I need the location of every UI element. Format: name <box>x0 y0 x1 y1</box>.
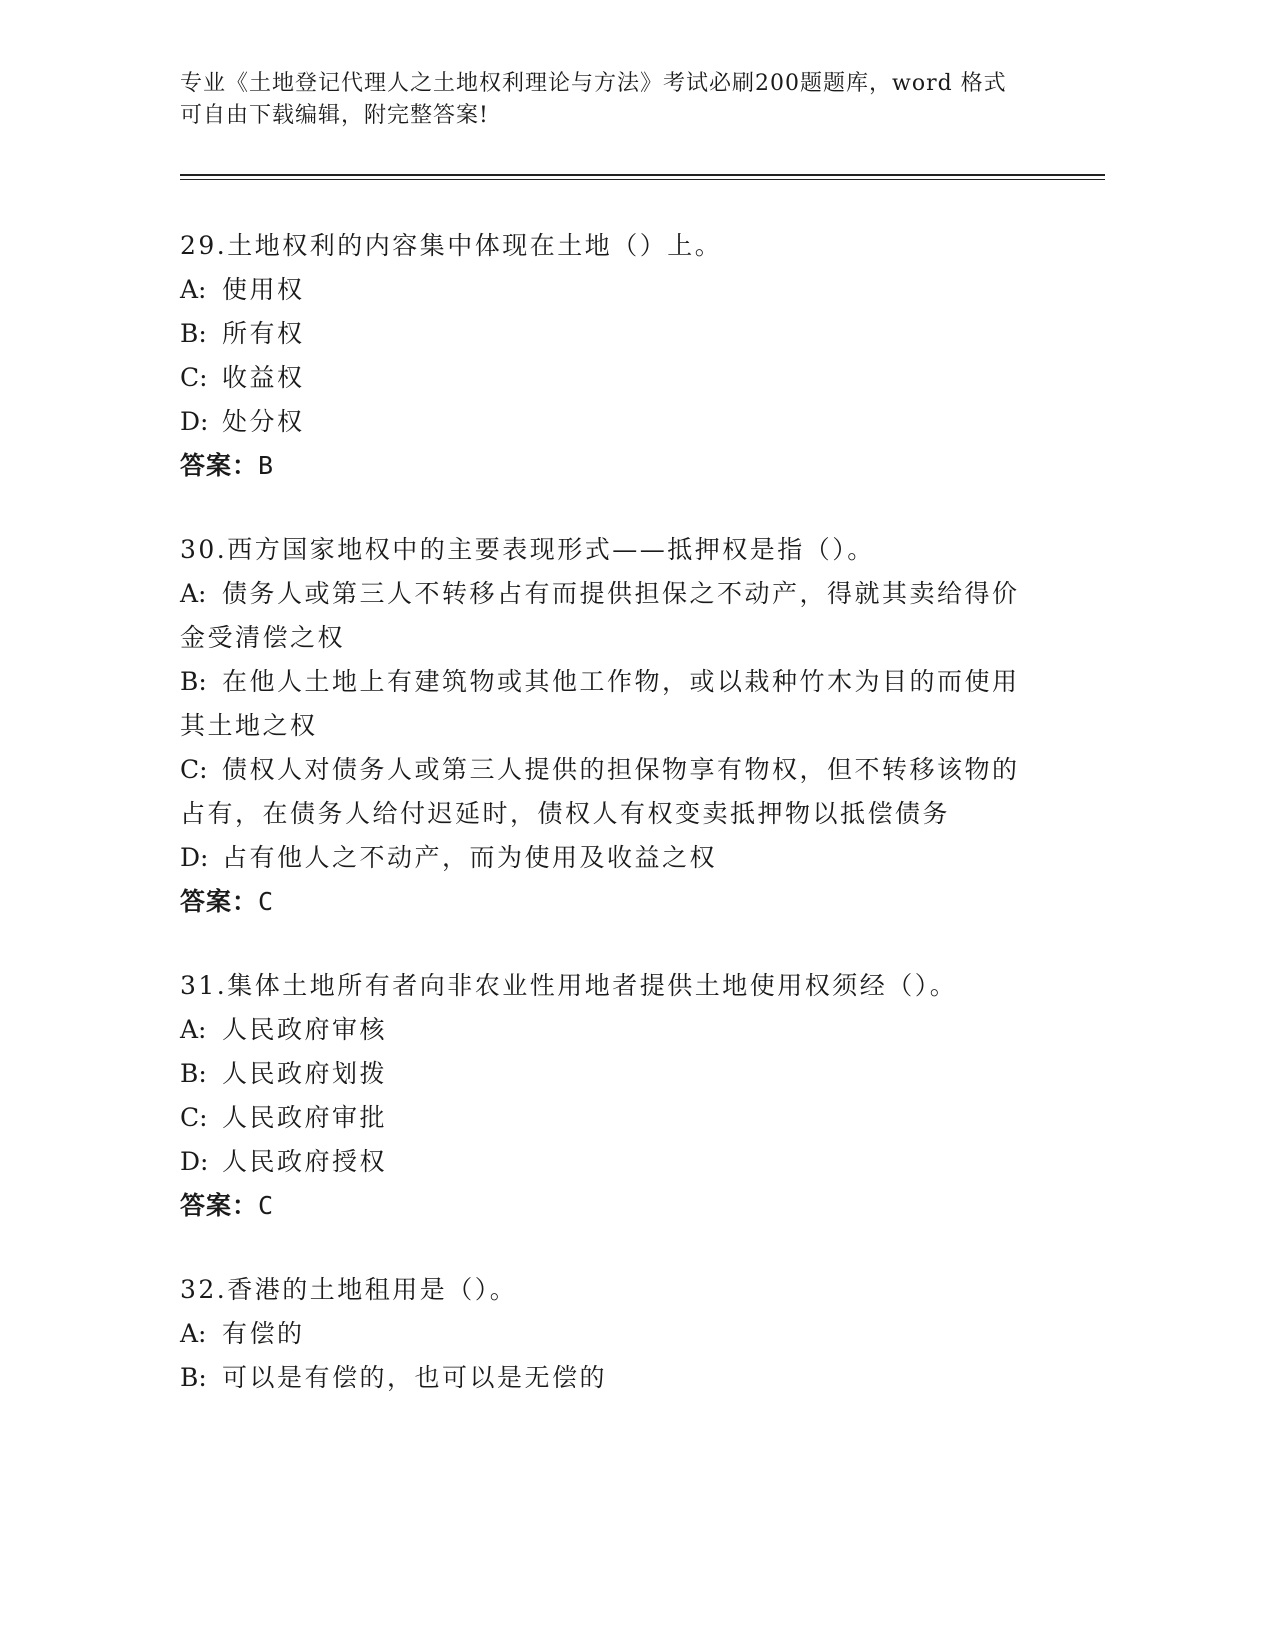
header-divider <box>180 174 1105 180</box>
question-32 <box>180 1268 1040 1400</box>
header-line-1: 专业《土地登记代理人之土地权利理论与方法》考试必刷200题题库，word 格式 <box>180 71 1007 96</box>
option-label: C: <box>180 755 208 784</box>
answer-value: C <box>258 887 275 916</box>
option-label: C: <box>180 1103 208 1132</box>
option-a <box>180 1008 1040 1052</box>
option-label: D: <box>180 843 209 872</box>
answer-line <box>180 880 1040 924</box>
option-d <box>180 836 1040 880</box>
question-stem: 30.西方国家地权中的主要表现形式——抵押权是指（）。 <box>180 535 875 564</box>
option-c <box>180 1096 1040 1140</box>
option-label: B: <box>180 667 207 696</box>
option-b-continued: 其土地之权 <box>180 711 318 740</box>
option-a-continued: 金受清偿之权 <box>180 623 346 652</box>
answer-value: C <box>258 1191 275 1220</box>
answer-line <box>180 1184 1040 1228</box>
option-label: A: <box>180 1319 207 1348</box>
question-stem: 31.集体土地所有者向非农业性用地者提供土地使用权须经（）。 <box>180 971 958 1000</box>
question-31 <box>180 964 1040 1228</box>
option-b <box>180 312 1040 356</box>
option-text: 收益权 <box>222 363 305 392</box>
option-text: 有偿的 <box>222 1319 305 1348</box>
option-text: 可以是有偿的，也可以是无偿的 <box>222 1363 608 1392</box>
option-label: B: <box>180 1059 207 1088</box>
header-line-2: 可自由下载编辑，附完整答案! <box>180 103 489 128</box>
option-label: D: <box>180 1147 209 1176</box>
answer-label: 答案： <box>180 451 259 480</box>
option-label: A: <box>180 275 207 304</box>
option-a <box>180 268 1040 312</box>
option-d <box>180 1140 1040 1184</box>
answer-label: 答案： <box>180 1191 259 1220</box>
option-text: 所有权 <box>222 319 305 348</box>
option-text: 占有他人之不动产，而为使用及收益之权 <box>222 843 718 872</box>
document-header <box>180 68 1040 132</box>
option-label: D: <box>180 407 209 436</box>
question-stem: 32.香港的土地租用是（）。 <box>180 1275 518 1304</box>
option-label: C: <box>180 363 208 392</box>
option-label: A: <box>180 1015 207 1044</box>
option-text: 人民政府审核 <box>222 1015 388 1044</box>
question-30 <box>180 528 1040 924</box>
option-label: B: <box>180 319 207 348</box>
option-b <box>180 660 1040 704</box>
option-text: 人民政府划拨 <box>222 1059 388 1088</box>
answer-value: B <box>258 451 275 480</box>
option-c-continued: 占有，在债务人给付迟延时，债权人有权变卖抵押物以抵偿债务 <box>180 799 951 828</box>
option-text: 处分权 <box>222 407 305 436</box>
option-text: 人民政府审批 <box>222 1103 388 1132</box>
option-c <box>180 356 1040 400</box>
question-29 <box>180 224 1040 488</box>
option-text: 使用权 <box>222 275 305 304</box>
option-b <box>180 1356 1040 1400</box>
option-c <box>180 748 1040 792</box>
option-a <box>180 1312 1040 1356</box>
question-stem: 29.土地权利的内容集中体现在土地（）上。 <box>180 231 723 260</box>
answer-label: 答案： <box>180 887 259 916</box>
option-d <box>180 400 1040 444</box>
answer-line <box>180 444 1040 488</box>
option-text: 债权人对债务人或第三人提供的担保物享有物权，但不转移该物的 <box>222 755 1020 784</box>
option-label: A: <box>180 579 207 608</box>
option-text: 在他人土地上有建筑物或其他工作物，或以栽种竹木为目的而使用 <box>222 667 1020 696</box>
option-label: B: <box>180 1363 207 1392</box>
option-a <box>180 572 1040 616</box>
option-text: 人民政府授权 <box>222 1147 388 1176</box>
option-b <box>180 1052 1040 1096</box>
option-text: 债务人或第三人不转移占有而提供担保之不动产，得就其卖给得价 <box>222 579 1020 608</box>
